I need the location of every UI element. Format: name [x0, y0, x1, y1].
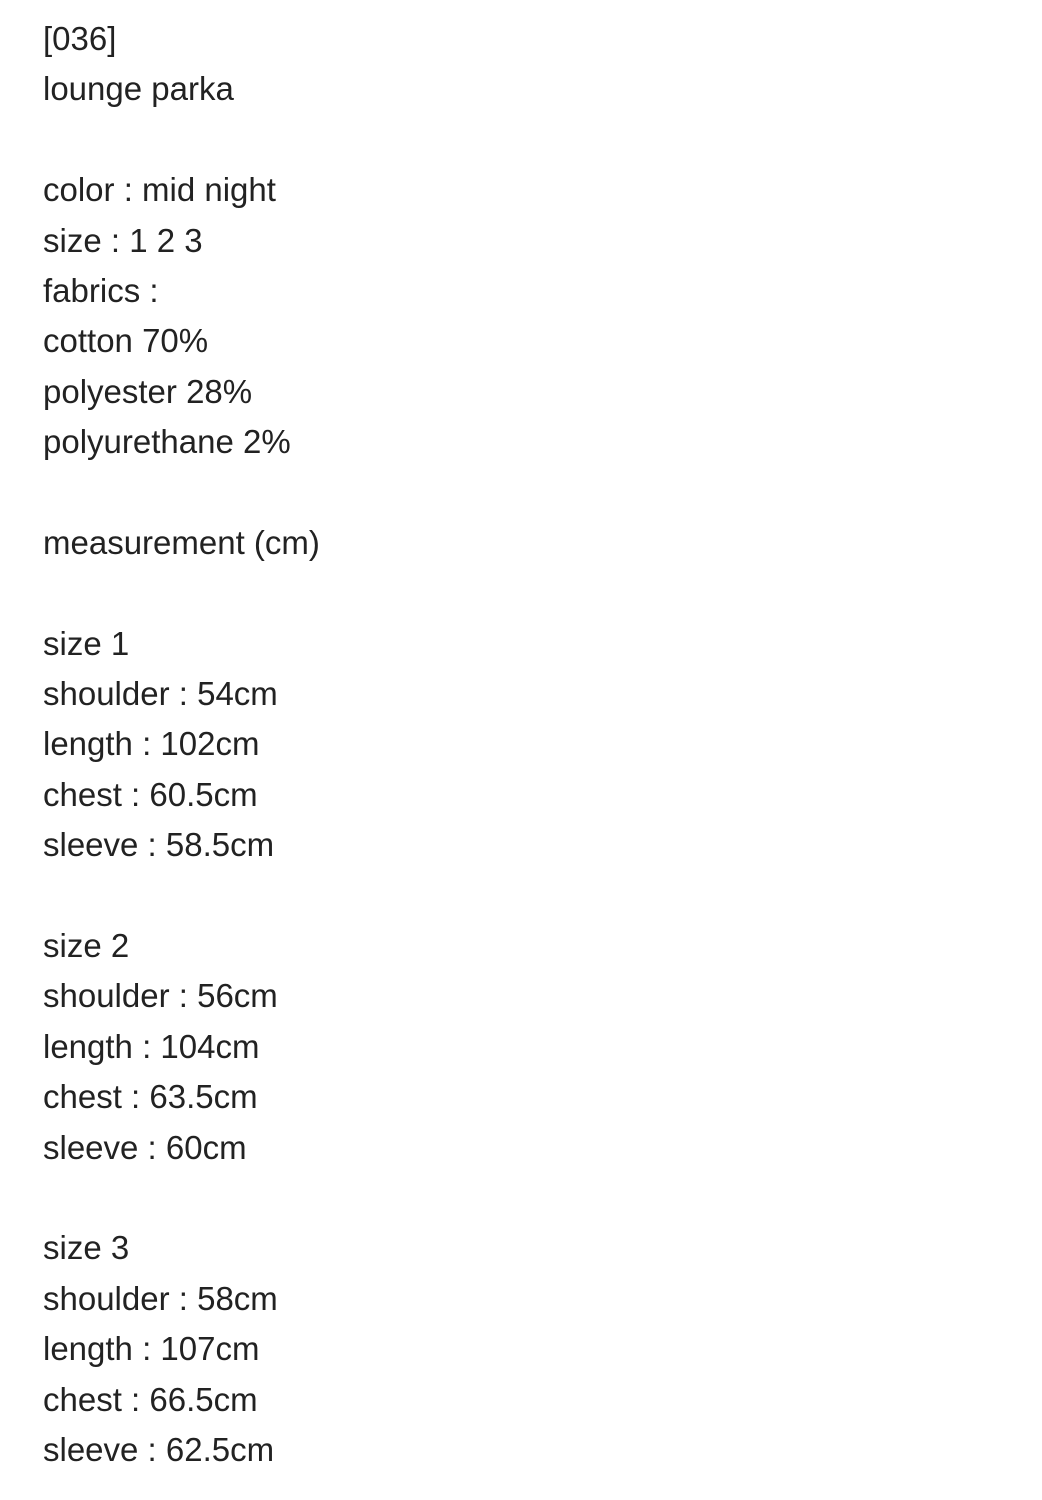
size-title: size 1 [43, 624, 130, 662]
product-spec-document [43, 14, 1003, 1475]
size-title: size 2 [43, 927, 130, 965]
shoulder-measurement: shoulder : 56cm [43, 977, 278, 1015]
product-name: lounge parka [43, 70, 234, 108]
measurement-heading: measurement (cm) [43, 523, 320, 561]
fabric-item: polyurethane 2% [43, 423, 291, 461]
size-block-3 [43, 1223, 1003, 1475]
size-title: size 3 [43, 1229, 130, 1267]
chest-measurement: chest : 66.5cm [43, 1380, 258, 1418]
chest-measurement: chest : 60.5cm [43, 775, 258, 813]
sizes-line: size : 1 2 3 [43, 221, 203, 259]
spacer [43, 871, 1003, 921]
color-line: color : mid night [43, 171, 276, 209]
sleeve-measurement: sleeve : 62.5cm [43, 1430, 275, 1468]
size-block-2 [43, 921, 1003, 1173]
chest-measurement: chest : 63.5cm [43, 1078, 258, 1116]
size-block-1 [43, 619, 1003, 871]
spacer [43, 1173, 1003, 1223]
spacer [43, 468, 1003, 518]
shoulder-measurement: shoulder : 58cm [43, 1279, 278, 1317]
length-measurement: length : 104cm [43, 1027, 260, 1065]
fabrics-label: fabrics : [43, 271, 159, 309]
product-code: [036] [43, 20, 117, 57]
length-measurement: length : 102cm [43, 725, 260, 763]
length-measurement: length : 107cm [43, 1330, 260, 1368]
sleeve-measurement: sleeve : 60cm [43, 1128, 247, 1166]
shoulder-measurement: shoulder : 54cm [43, 675, 278, 713]
fabric-item: cotton 70% [43, 322, 209, 360]
spacer [43, 568, 1003, 618]
fabric-item: polyester 28% [43, 372, 253, 410]
sleeve-measurement: sleeve : 58.5cm [43, 826, 275, 864]
spacer [43, 115, 1003, 165]
